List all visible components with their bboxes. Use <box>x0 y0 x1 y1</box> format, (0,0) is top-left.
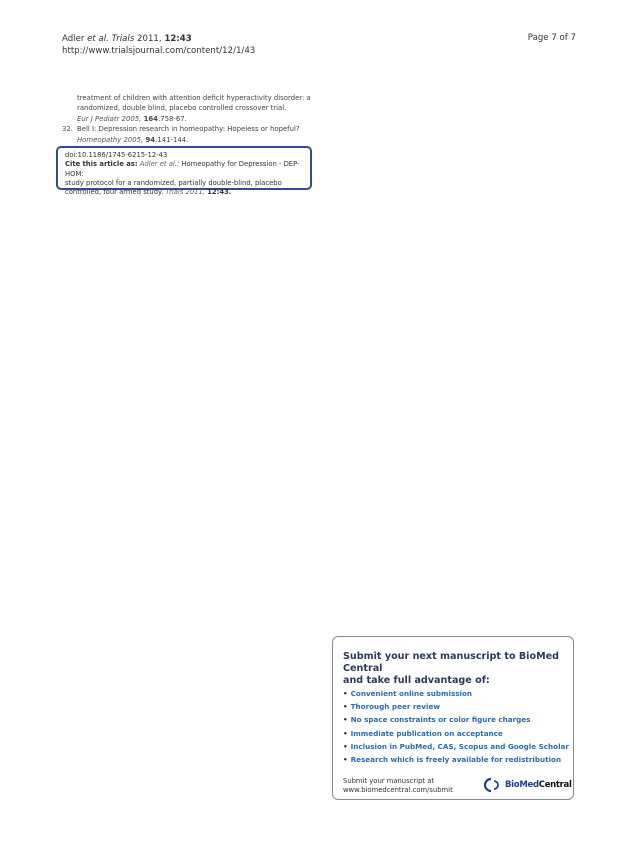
cite-line-3 <box>65 188 304 197</box>
submission-title <box>343 651 568 687</box>
submit-url[interactable]: www.biomedcentral.com/submit <box>343 786 453 794</box>
bullet-icon: • <box>343 741 348 751</box>
header-authors: Adler <box>62 34 85 44</box>
cite-citation: 12:43. <box>207 188 232 197</box>
reference-year: 2005, <box>121 114 142 123</box>
benefit-text: Thorough peer review <box>350 702 440 712</box>
cite-text-1: Homeopathy for Depression - DEP-HOM: <box>65 160 300 178</box>
reference-list <box>62 93 312 145</box>
cite-line-1 <box>65 160 304 179</box>
cite-authors: Adler et al.: <box>139 160 180 169</box>
reference-32-source <box>62 135 312 145</box>
submit-line-1: Submit your manuscript at <box>343 777 435 785</box>
bullet-icon: • <box>343 728 348 738</box>
running-header <box>62 33 255 57</box>
cite-text-3: controlled, four armed study. <box>65 188 164 197</box>
cite-label: Cite this article as: <box>65 160 138 169</box>
biomed-central-submission-box <box>332 636 574 800</box>
reference-pages: :758-67. <box>157 114 187 123</box>
benefit-text: No space constraints or color figure charges <box>350 715 531 725</box>
header-citation-line <box>62 33 255 45</box>
reference-32-volume: 94 <box>145 135 156 144</box>
cite-year: 2011, <box>185 188 205 197</box>
reference-continued-source <box>62 114 312 124</box>
bullet-icon: • <box>343 755 348 765</box>
benefit-item <box>343 700 569 713</box>
bullet-icon: • <box>343 689 348 698</box>
header-journal: Trials <box>111 34 135 44</box>
reference-number: 32. <box>62 125 73 134</box>
article-doi[interactable]: doi:10.1186/1745-6215-12-43 <box>65 151 168 159</box>
biomed-central-logo <box>483 777 572 793</box>
page-number: Page 7 of 7 <box>527 33 576 43</box>
benefit-item <box>343 753 569 766</box>
submit-instructions <box>343 777 453 795</box>
reference-32 <box>62 124 312 134</box>
benefit-text: Convenient online submission <box>350 689 473 698</box>
biomed-central-logo-icon <box>483 777 503 793</box>
bullet-icon: • <box>343 715 348 725</box>
header-citation: 12:43 <box>164 34 192 44</box>
benefits-list <box>343 687 569 766</box>
benefit-item <box>343 727 569 740</box>
benefit-item <box>343 687 569 700</box>
benefit-item <box>343 740 569 753</box>
header-url[interactable]: http://www.trialsjournal.com/content/12/1/43 <box>62 46 256 56</box>
cite-text-2: study protocol for a randomized, partially double-blind, placebo <box>65 178 282 187</box>
submission-title-line-2: and take full advantage of: <box>343 675 490 686</box>
reference-volume: 164 <box>143 114 158 123</box>
cite-this-article-box <box>56 146 312 197</box>
reference-32-pages: :141-144. <box>155 135 189 144</box>
reference-journal: Eur J Pediatr <box>77 114 120 123</box>
reference-continued-line-2: randomized, double blind, placebo controlled crossover trial. <box>77 104 287 113</box>
cite-journal: Trials <box>165 188 184 197</box>
reference-32-text: Bell I: Depression research in homeopathy: Hopeless or hopeful? <box>77 125 300 134</box>
benefit-text: Immediate publication on acceptance <box>350 728 503 738</box>
header-year: 2011, <box>137 34 162 44</box>
reference-32-year: 2005, <box>123 135 144 144</box>
benefit-text: Inclusion in PubMed, CAS, Scopus and Google Scholar <box>350 741 569 751</box>
logo-text-biomed: BioMed <box>505 780 539 790</box>
benefit-item <box>343 713 569 726</box>
submission-title-line-1: Submit your next manuscript to BioMed Central <box>343 651 559 674</box>
reference-continued-line-1: treatment of children with attention deficit hyperactivity disorder: a <box>77 94 311 102</box>
bullet-icon: • <box>343 702 348 712</box>
benefit-text: Research which is freely available for redistribution <box>350 755 562 765</box>
reference-32-journal: Homeopathy <box>77 135 122 144</box>
header-et-al: et al. <box>87 34 109 44</box>
logo-text-central: Central <box>538 780 572 790</box>
